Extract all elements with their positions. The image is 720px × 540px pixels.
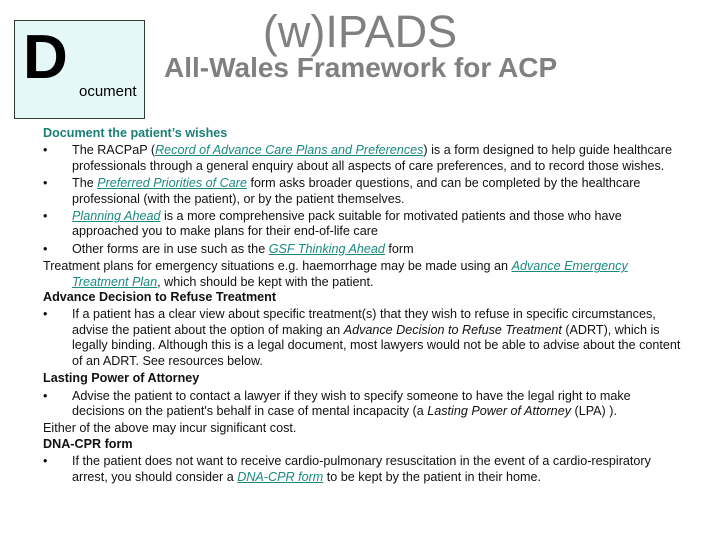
section-heading: Lasting Power of Attorney (43, 371, 200, 386)
page-title: (w)IPADS (262, 6, 458, 57)
page-subtitle: All-Wales Framework for ACP (164, 52, 558, 83)
text: , which should be kept with the patient. (157, 274, 374, 289)
section-heading: DNA-CPR form (43, 436, 133, 451)
text: (LPA) ). (571, 403, 617, 418)
racpap-link[interactable]: Record of Advance Care Plans and Preferences (155, 143, 424, 158)
text: ) is a form designed to help guide healthcare professionals through a general enquiry about all aspects of care preferences, and to record those wishes. (72, 143, 672, 173)
text: Treatment plans for emergency situations e.g. haemorrhage may be made using an (43, 259, 512, 274)
planning-ahead-link[interactable]: Planning Ahead (72, 209, 161, 224)
paragraph: Either of the above may incur significant cost. (43, 421, 297, 436)
list-item (43, 209, 683, 240)
text: The RACPaP ( (72, 143, 156, 158)
aetp-link[interactable]: Advance Emergency Treatment Plan (72, 259, 628, 289)
text: (ADRT), which is legally binding. Although this is a legal document, most lawyers would not be able to advise about the content of an ADRT. See resources below. (72, 322, 681, 368)
list-item (43, 242, 683, 257)
text: form asks broader questions, and can be completed by the healthcare professional (with the patient), or by the patient themselves. (72, 176, 641, 206)
text: Other forms are in use such as the (72, 241, 269, 256)
text: Advise the patient to contact a lawyer if they wish to specify someone to have the legal right to make decisions on the patient's behalf in case of mental incapacity (a (72, 388, 631, 418)
list-item (43, 143, 683, 174)
text: The (72, 176, 98, 191)
text: If the patient does not want to receive cardio-pulmonary resuscitation in the event of a cardio-respiratory arrest, you should consider a (72, 454, 651, 484)
list-item (43, 454, 683, 485)
text: form (384, 241, 414, 256)
section-heading: Advance Decision to Refuse Treatment (43, 290, 277, 305)
dnacpr-link[interactable]: DNA-CPR form (237, 469, 324, 484)
text: to be kept by the patient in their home. (323, 469, 542, 484)
ppc-link[interactable]: Preferred Priorities of Care (97, 176, 247, 191)
paragraph (43, 259, 683, 290)
list-item (43, 307, 683, 369)
section-heading: Document the patient’s wishes (43, 126, 228, 140)
logo-letter: D (23, 23, 68, 92)
document-logo (14, 20, 145, 119)
gsf-link[interactable]: GSF Thinking Ahead (268, 241, 385, 256)
text: If a patient has a clear view about specific treatment(s) that they wish to refuse in specific circumstances, advise the patient about the option of making an (72, 307, 656, 337)
logo-text: ocument (79, 83, 137, 100)
list-item (43, 176, 683, 207)
emphasis: Lasting Power of Attorney (427, 403, 571, 418)
document-body (43, 126, 683, 487)
list-item (43, 389, 683, 420)
text: is a more comprehensive pack suitable for motivated patients and those who have approached you to make plans for their end-of-life care (72, 209, 622, 239)
emphasis: Advance Decision to Refuse Treatment (343, 322, 562, 337)
